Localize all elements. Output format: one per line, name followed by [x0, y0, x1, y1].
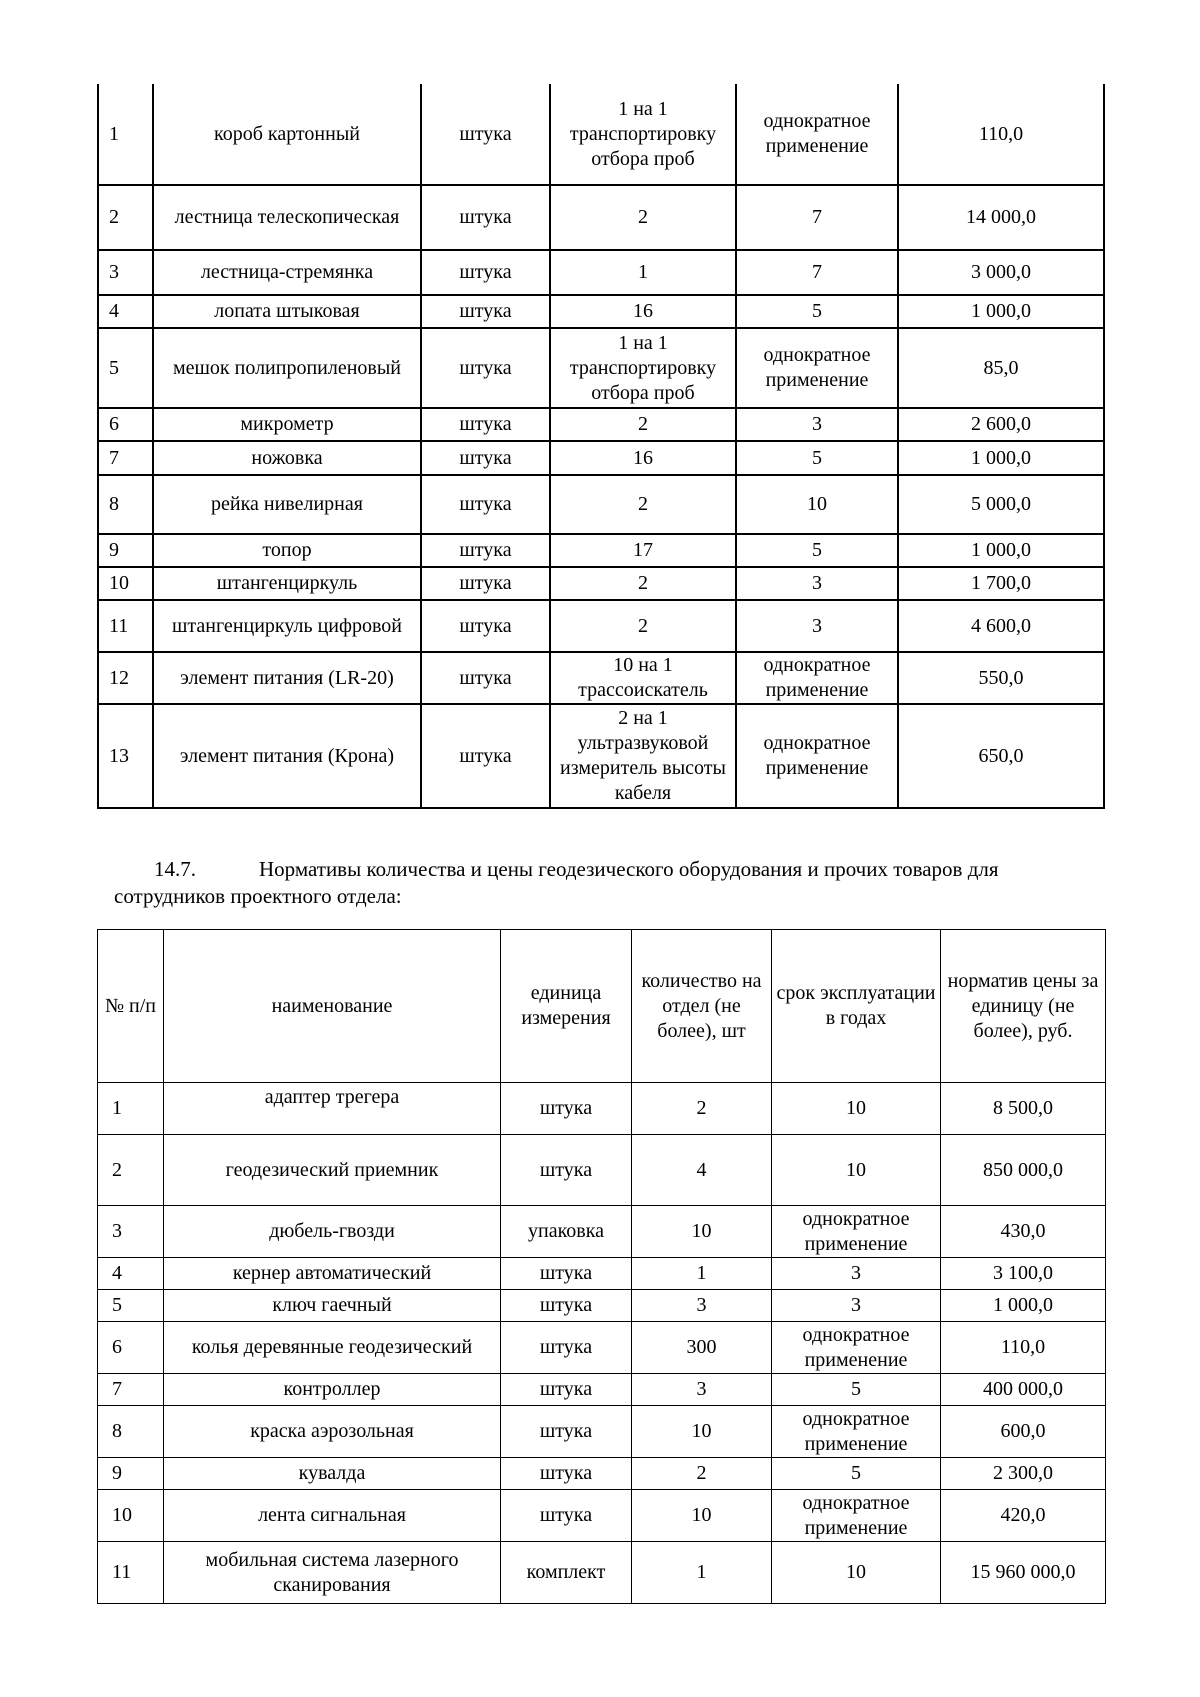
row-number: 4	[98, 1258, 164, 1290]
row-number: 3	[98, 250, 153, 295]
item-quantity: 1 на 1 транспортировку отбора проб	[550, 328, 736, 408]
item-name: кернер автоматический	[164, 1258, 501, 1290]
item-name: штангенциркуль	[153, 567, 421, 600]
item-quantity: 3	[632, 1290, 772, 1322]
row-number: 12	[98, 652, 153, 704]
table-row	[98, 408, 1104, 441]
item-term: 7	[736, 250, 898, 295]
item-unit: комплект	[501, 1542, 632, 1604]
item-unit: штука	[501, 1406, 632, 1458]
table-row	[98, 600, 1104, 652]
item-quantity: 2	[550, 185, 736, 250]
header-name: наименование	[164, 930, 501, 1083]
row-number: 2	[98, 1135, 164, 1206]
item-price: 110,0	[898, 84, 1104, 185]
item-name: ключ гаечный	[164, 1290, 501, 1322]
item-quantity: 16	[550, 441, 736, 475]
row-number: 9	[98, 1458, 164, 1490]
row-number: 10	[98, 567, 153, 600]
header-term: срок эксплуатации в годах	[772, 930, 941, 1083]
item-name: элемент питания (Крона)	[153, 704, 421, 808]
item-term: однократное применение	[736, 84, 898, 185]
table-row	[98, 1322, 1106, 1374]
item-price: 14 000,0	[898, 185, 1104, 250]
table-row	[98, 567, 1104, 600]
item-name: адаптер трегера	[164, 1083, 501, 1135]
item-term: 5	[736, 295, 898, 328]
item-unit: штука	[501, 1135, 632, 1206]
table-row	[98, 1374, 1106, 1406]
table-row	[98, 1135, 1106, 1206]
item-unit: штука	[501, 1490, 632, 1542]
item-unit: штука	[421, 475, 550, 534]
item-term: 5	[736, 441, 898, 475]
table-row	[98, 84, 1104, 185]
item-quantity: 10	[632, 1406, 772, 1458]
item-unit: штука	[421, 250, 550, 295]
row-number: 1	[98, 84, 153, 185]
item-term: 5	[736, 534, 898, 567]
item-term: 3	[736, 408, 898, 441]
item-term: однократное применение	[736, 652, 898, 704]
item-unit: штука	[421, 295, 550, 328]
table-row	[98, 1542, 1106, 1604]
item-quantity: 2	[632, 1458, 772, 1490]
item-quantity: 3	[632, 1374, 772, 1406]
item-term: однократное применение	[736, 328, 898, 408]
item-name: кувалда	[164, 1458, 501, 1490]
item-quantity: 4	[632, 1135, 772, 1206]
item-price: 650,0	[898, 704, 1104, 808]
table-row	[98, 1258, 1106, 1290]
item-name: лента сигнальная	[164, 1490, 501, 1542]
item-unit: штука	[421, 534, 550, 567]
item-name: мобильная система лазерного сканирования	[164, 1542, 501, 1604]
item-price: 15 960 000,0	[941, 1542, 1106, 1604]
item-quantity: 1	[632, 1542, 772, 1604]
table-row	[98, 1083, 1106, 1135]
item-price: 400 000,0	[941, 1374, 1106, 1406]
item-quantity: 2	[550, 475, 736, 534]
header-unit: единица измерения	[501, 930, 632, 1083]
header-row	[98, 930, 1106, 1083]
item-unit: штука	[501, 1374, 632, 1406]
item-unit: штука	[421, 567, 550, 600]
row-number: 1	[98, 1083, 164, 1135]
item-price: 1 000,0	[941, 1290, 1106, 1322]
row-number: 9	[98, 534, 153, 567]
item-price: 600,0	[941, 1406, 1106, 1458]
item-quantity: 16	[550, 295, 736, 328]
header-price: норматив цены за единицу (не более), руб.	[941, 930, 1106, 1083]
item-quantity: 1 на 1 транспортировку отбора проб	[550, 84, 736, 185]
table-row	[98, 1290, 1106, 1322]
item-quantity: 10	[632, 1206, 772, 1258]
item-term: 3	[736, 567, 898, 600]
item-quantity: 2	[632, 1083, 772, 1135]
item-price: 1 000,0	[898, 295, 1104, 328]
table-row	[98, 534, 1104, 567]
item-term: 10	[736, 475, 898, 534]
item-unit: штука	[421, 328, 550, 408]
table-row	[98, 475, 1104, 534]
row-number: 6	[98, 408, 153, 441]
table-row	[98, 1458, 1106, 1490]
item-term: 3	[736, 600, 898, 652]
item-unit: штука	[501, 1258, 632, 1290]
item-price: 5 000,0	[898, 475, 1104, 534]
item-term: 7	[736, 185, 898, 250]
item-name: короб картонный	[153, 84, 421, 185]
item-unit: штука	[421, 704, 550, 808]
item-price: 850 000,0	[941, 1135, 1106, 1206]
item-price: 3 100,0	[941, 1258, 1106, 1290]
item-name: лестница-стремянка	[153, 250, 421, 295]
table-row	[98, 1206, 1106, 1258]
equipment-table-continued	[97, 84, 1105, 809]
item-unit: штука	[421, 84, 550, 185]
item-quantity: 10	[632, 1490, 772, 1542]
item-name: микрометр	[153, 408, 421, 441]
row-number: 10	[98, 1490, 164, 1542]
item-quantity: 2	[550, 408, 736, 441]
item-term: однократное применение	[772, 1206, 941, 1258]
item-term: однократное применение	[772, 1490, 941, 1542]
item-term: однократное применение	[772, 1322, 941, 1374]
table-row	[98, 652, 1104, 704]
item-term: 5	[772, 1458, 941, 1490]
item-term: 10	[772, 1083, 941, 1135]
row-number: 11	[98, 600, 153, 652]
table-row	[98, 250, 1104, 295]
item-name: элемент питания (LR-20)	[153, 652, 421, 704]
item-price: 1 000,0	[898, 534, 1104, 567]
item-price: 1 700,0	[898, 567, 1104, 600]
row-number: 5	[98, 1290, 164, 1322]
item-unit: штука	[501, 1322, 632, 1374]
table-row	[98, 441, 1104, 475]
row-number: 8	[98, 475, 153, 534]
table-row	[98, 1490, 1106, 1542]
item-name: колья деревянные геодезический	[164, 1322, 501, 1374]
row-number: 7	[98, 441, 153, 475]
item-unit: штука	[421, 600, 550, 652]
item-price: 2 300,0	[941, 1458, 1106, 1490]
item-unit: штука	[421, 652, 550, 704]
row-number: 4	[98, 295, 153, 328]
header-quantity: количество на отдел (не более), шт	[632, 930, 772, 1083]
item-term: однократное применение	[736, 704, 898, 808]
table-row	[98, 185, 1104, 250]
row-number: 13	[98, 704, 153, 808]
row-number: 5	[98, 328, 153, 408]
item-price: 550,0	[898, 652, 1104, 704]
item-quantity: 10 на 1 трассоискатель	[550, 652, 736, 704]
item-name: контроллер	[164, 1374, 501, 1406]
row-number: 8	[98, 1406, 164, 1458]
item-price: 1 000,0	[898, 441, 1104, 475]
item-price: 85,0	[898, 328, 1104, 408]
item-price: 2 600,0	[898, 408, 1104, 441]
item-name: ножовка	[153, 441, 421, 475]
item-term: однократное применение	[772, 1406, 941, 1458]
item-term: 3	[772, 1290, 941, 1322]
item-quantity: 17	[550, 534, 736, 567]
item-quantity: 1	[550, 250, 736, 295]
section-text: Нормативы количества и цены геодезического оборудования и прочих товаров для сотрудников проектного отдела:	[114, 857, 999, 908]
item-unit: штука	[421, 408, 550, 441]
item-unit: штука	[421, 185, 550, 250]
table-row	[98, 1406, 1106, 1458]
item-name: краска аэрозольная	[164, 1406, 501, 1458]
item-term: 3	[772, 1258, 941, 1290]
geodetic-equipment-table	[97, 929, 1106, 1604]
section-heading	[114, 856, 1109, 910]
item-name: рейка нивелирная	[153, 475, 421, 534]
item-name: мешок полипропиленовый	[153, 328, 421, 408]
item-unit: штука	[501, 1458, 632, 1490]
item-term: 10	[772, 1542, 941, 1604]
item-price: 3 000,0	[898, 250, 1104, 295]
table-row	[98, 704, 1104, 808]
section-number: 14.7.	[154, 857, 196, 881]
header-number: № п/п	[98, 930, 164, 1083]
item-unit: штука	[421, 441, 550, 475]
item-name: геодезический приемник	[164, 1135, 501, 1206]
item-quantity: 300	[632, 1322, 772, 1374]
item-quantity: 2 на 1 ультразвуковой измеритель высоты кабеля	[550, 704, 736, 808]
item-name: штангенциркуль цифровой	[153, 600, 421, 652]
row-number: 2	[98, 185, 153, 250]
item-name: лестница телескопическая	[153, 185, 421, 250]
item-price: 8 500,0	[941, 1083, 1106, 1135]
item-price: 4 600,0	[898, 600, 1104, 652]
row-number: 7	[98, 1374, 164, 1406]
item-price: 420,0	[941, 1490, 1106, 1542]
item-quantity: 2	[550, 600, 736, 652]
item-quantity: 2	[550, 567, 736, 600]
item-name: лопата штыковая	[153, 295, 421, 328]
item-name: дюбель-гвозди	[164, 1206, 501, 1258]
item-quantity: 1	[632, 1258, 772, 1290]
item-unit: упаковка	[501, 1206, 632, 1258]
table-row	[98, 328, 1104, 408]
item-unit: штука	[501, 1290, 632, 1322]
item-price: 110,0	[941, 1322, 1106, 1374]
item-term: 5	[772, 1374, 941, 1406]
table-row	[98, 295, 1104, 328]
item-name: топор	[153, 534, 421, 567]
item-unit: штука	[501, 1083, 632, 1135]
item-term: 10	[772, 1135, 941, 1206]
row-number: 11	[98, 1542, 164, 1604]
row-number: 3	[98, 1206, 164, 1258]
row-number: 6	[98, 1322, 164, 1374]
item-price: 430,0	[941, 1206, 1106, 1258]
